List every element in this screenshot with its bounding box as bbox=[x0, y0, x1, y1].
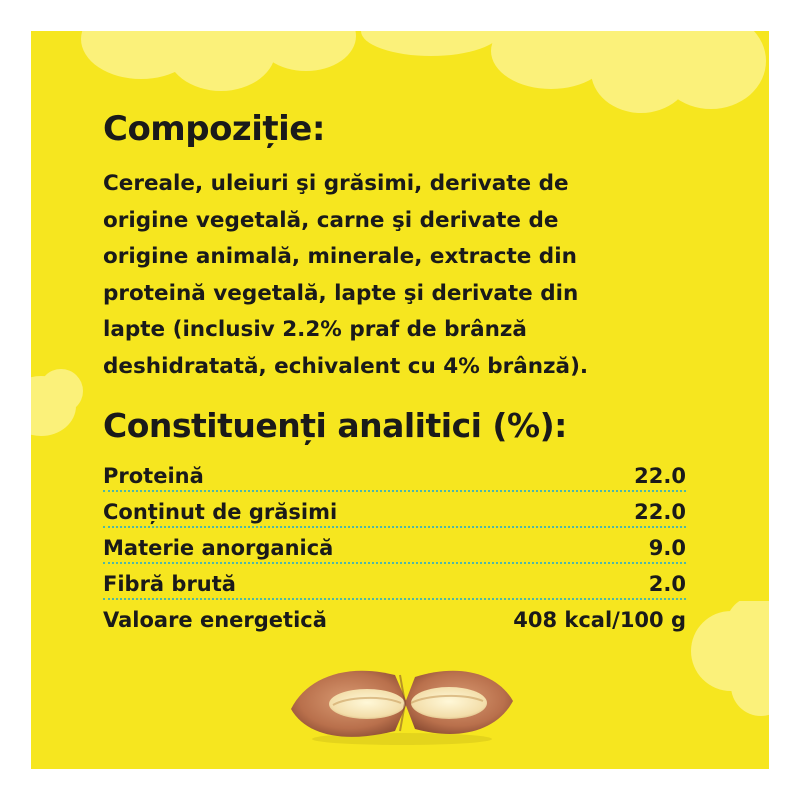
analytical-title: Constituenți analitici (%): bbox=[103, 406, 567, 445]
composition-line: Cereale, uleiuri şi grăsimi, derivate de bbox=[103, 171, 569, 196]
composition-title: Compoziție: bbox=[103, 109, 325, 149]
composition-line: origine animală, minerale, extracte din bbox=[103, 244, 577, 269]
filled-pillow-snack-icon bbox=[287, 657, 517, 747]
row-value: 2.0 bbox=[648, 572, 686, 596]
row-value: 22.0 bbox=[634, 464, 686, 488]
table-row bbox=[103, 528, 686, 564]
nutrition-panel bbox=[31, 31, 769, 769]
composition-line: deshidratată, echivalent cu 4% brânză). bbox=[103, 353, 589, 379]
composition-text bbox=[103, 166, 663, 385]
row-value: 22.0 bbox=[634, 500, 686, 524]
table-row bbox=[103, 492, 686, 528]
left-cloud-icon bbox=[31, 361, 91, 441]
composition-line: origine vegetală, carne şi derivate de bbox=[103, 207, 559, 233]
table-row bbox=[103, 564, 686, 600]
row-name: Valoare energetică bbox=[103, 608, 327, 632]
row-name: Materie anorganică bbox=[103, 536, 334, 560]
row-value: 408 kcal/100 g bbox=[513, 608, 686, 632]
analytical-table bbox=[103, 456, 686, 636]
row-name: Conținut de grăsimi bbox=[103, 500, 338, 524]
composition-line: proteină vegetală, lapte şi derivate din bbox=[103, 280, 579, 306]
composition-line: lapte (inclusiv 2.2% praf de brânză bbox=[103, 317, 527, 342]
row-name: Proteină bbox=[103, 464, 204, 488]
table-row bbox=[103, 456, 686, 492]
table-row bbox=[103, 600, 686, 636]
row-name: Fibră brută bbox=[103, 572, 236, 596]
row-value: 9.0 bbox=[648, 536, 686, 560]
